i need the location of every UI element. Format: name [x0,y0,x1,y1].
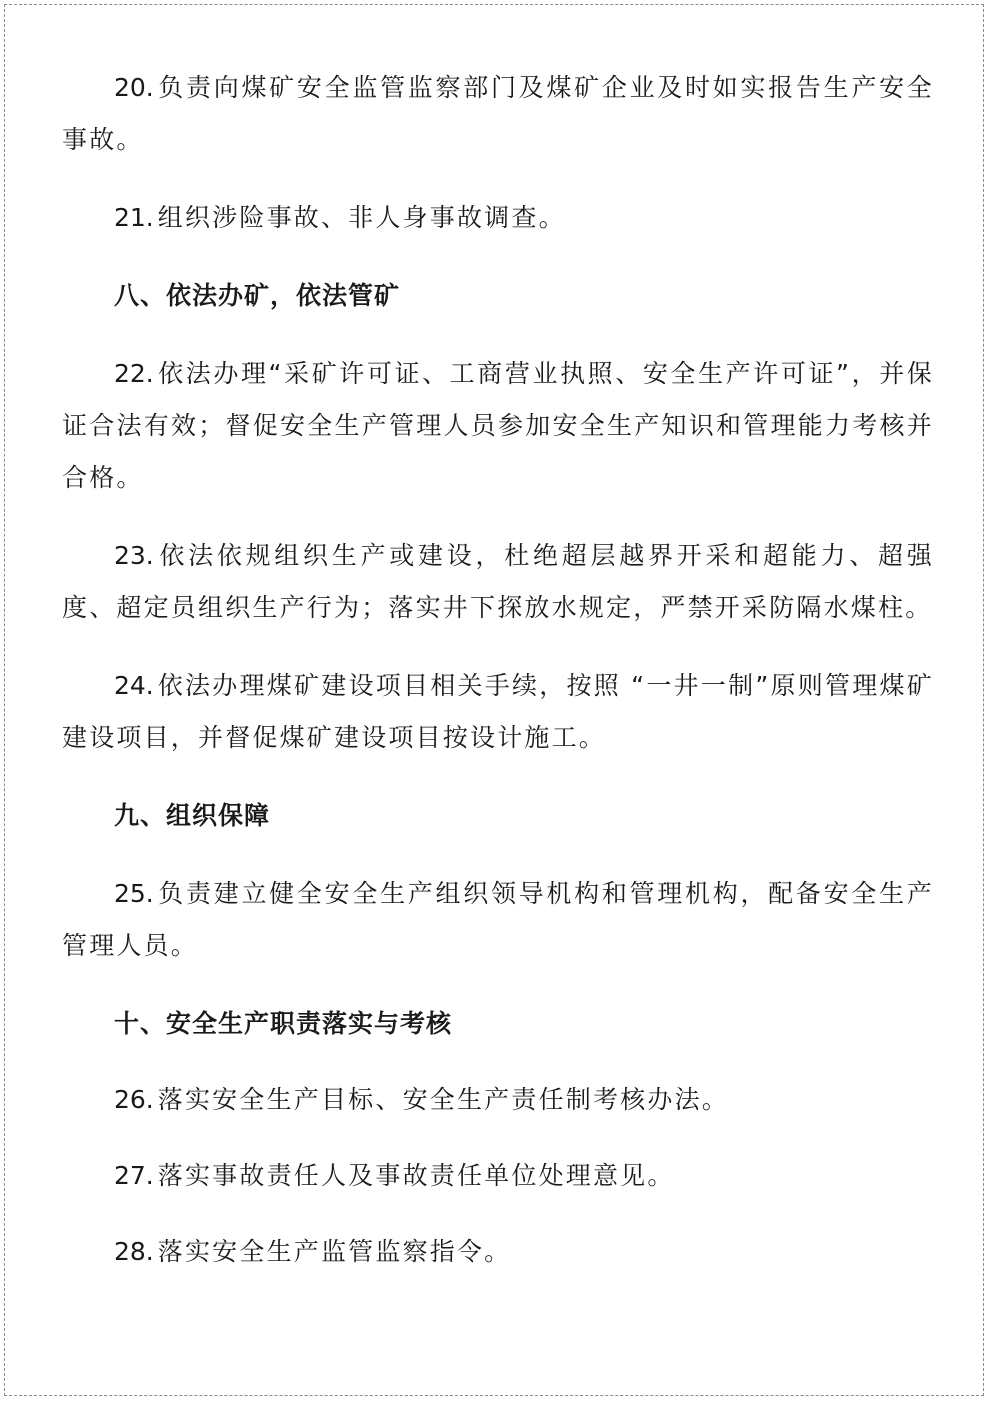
item-number: 20. [114,73,154,102]
item-number: 22. [114,359,154,388]
item-text: 落实安全生产监管监察指令。 [157,1237,512,1266]
section-heading-10: 十、安全生产职责落实与考核 [114,1009,453,1038]
item-text: 依法办理“采矿许可证、工商营业执照、安全生产许可证”，并保证合法有效；督促安全生产管理人员参加安全生产知识和管理能力考核并合格。 [62,359,934,492]
item-text: 依法依规组织生产或建设，杜绝超层越界开采和超能力、超强度、超定员组织生产行为；落实井下探放水规定，严禁开采防隔水煤柱。 [62,541,934,622]
section-heading-8: 八、依法办矿，依法管矿 [114,281,401,310]
paragraph-27 [62,1150,934,1202]
item-text: 落实事故责任人及事故责任单位处理意见。 [157,1161,675,1190]
paragraph-28 [62,1226,934,1278]
section-heading-9: 九、组织保障 [114,801,271,830]
item-number: 23. [114,541,154,570]
paragraph-23 [62,530,934,634]
item-number: 21. [114,203,154,232]
item-number: 26. [114,1085,154,1114]
item-text: 依法办理煤矿建设项目相关手续，按照 “一井一制”原则管理煤矿建设项目，并督促煤矿建设项目按设计施工。 [62,671,934,752]
item-number: 28. [114,1237,154,1266]
item-text: 负责建立健全安全生产组织领导机构和管理机构，配备安全生产管理人员。 [62,879,934,960]
paragraph-22 [62,348,934,504]
paragraph-25 [62,868,934,972]
paragraph-20 [62,62,934,166]
item-text: 落实安全生产目标、安全生产责任制考核办法。 [157,1085,729,1114]
item-number: 25. [114,879,154,908]
paragraph-26 [62,1074,934,1126]
item-number: 27. [114,1161,154,1190]
document-body [62,62,934,1278]
paragraph-21 [62,192,934,244]
paragraph-24 [62,660,934,764]
item-text: 负责向煤矿安全监管监察部门及煤矿企业及时如实报告生产安全事故。 [62,73,934,154]
item-number: 24. [114,671,154,700]
item-text: 组织涉险事故、非人身事故调查。 [157,203,566,232]
